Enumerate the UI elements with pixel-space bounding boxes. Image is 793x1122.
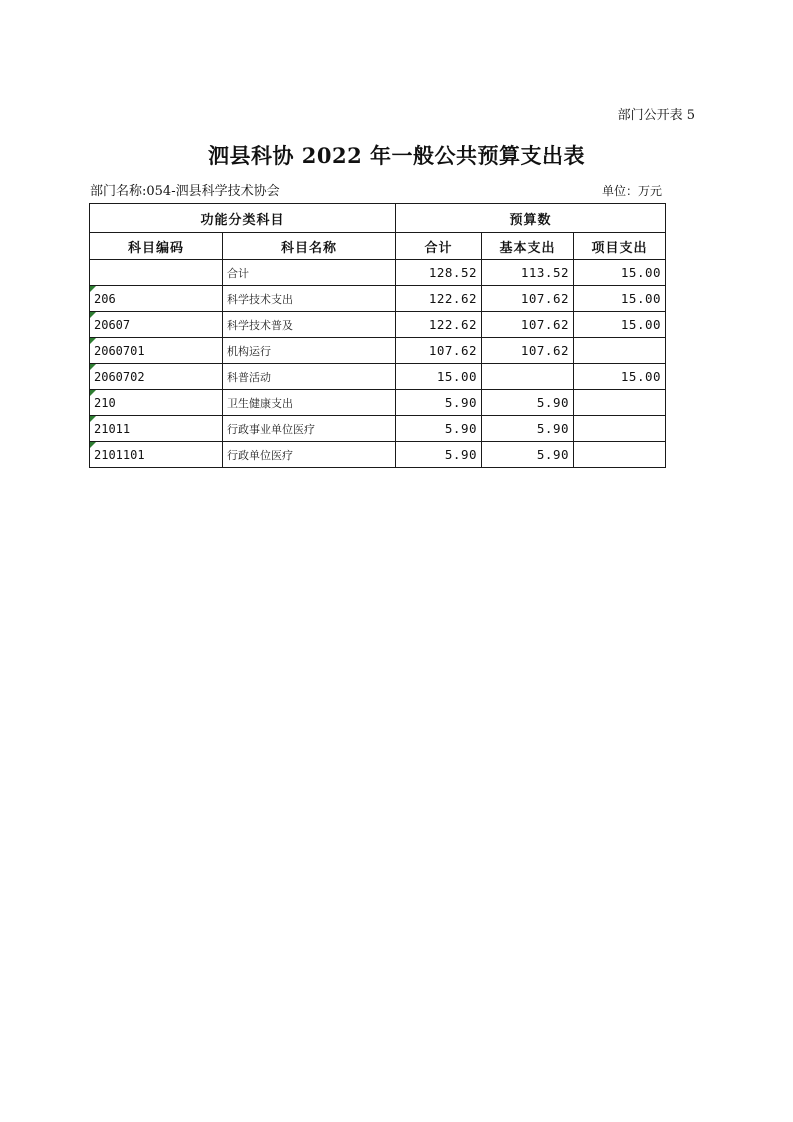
department-name: 部门名称:054-泗县科学技术协会: [90, 184, 280, 199]
cell-code: 21011: [90, 416, 223, 442]
cell-total: 5.90: [396, 416, 482, 442]
cell-total: 122.62: [396, 286, 482, 312]
table-row: [90, 286, 666, 312]
cell-code: 2060702: [90, 364, 223, 390]
cell-total: 122.62: [396, 312, 482, 338]
cell-total: 5.90: [396, 442, 482, 468]
table-row: [90, 312, 666, 338]
cell-name: 科学技术支出: [223, 286, 396, 312]
cell-total: 107.62: [396, 338, 482, 364]
cell-basic: 107.62: [482, 312, 574, 338]
cell-basic: [482, 364, 574, 390]
table-row: [90, 416, 666, 442]
header-function-classification: 功能分类科目: [90, 204, 396, 233]
group-header-row: [90, 204, 666, 233]
cell-basic: 107.62: [482, 338, 574, 364]
cell-name: 科学技术普及: [223, 312, 396, 338]
department-line: [89, 179, 664, 199]
header-budget-amount: 预算数: [396, 204, 666, 233]
table-row: [90, 260, 666, 286]
cell-code: 206: [90, 286, 223, 312]
cell-basic: 5.90: [482, 442, 574, 468]
page-number: 部门公开表 5: [617, 108, 695, 123]
cell-code: 2060701: [90, 338, 223, 364]
cell-total: 5.90: [396, 390, 482, 416]
table-row: [90, 364, 666, 390]
cell-name: 科普活动: [223, 364, 396, 390]
column-header-row: [90, 233, 666, 260]
header-basic: 基本支出: [482, 233, 574, 260]
cell-name: 行政单位医疗: [223, 442, 396, 468]
cell-project: [574, 338, 666, 364]
cell-project: [574, 390, 666, 416]
header-code: 科目编码: [90, 233, 223, 260]
cell-name: 卫生健康支出: [223, 390, 396, 416]
cell-project: 15.00: [574, 286, 666, 312]
header-name: 科目名称: [223, 233, 396, 260]
cell-name: 合计: [223, 260, 396, 286]
cell-basic: 5.90: [482, 390, 574, 416]
cell-project: [574, 442, 666, 468]
cell-project: 15.00: [574, 312, 666, 338]
header-total: 合计: [396, 233, 482, 260]
cell-basic: 5.90: [482, 416, 574, 442]
budget-table: [89, 203, 666, 468]
table-row: [90, 390, 666, 416]
cell-basic: 107.62: [482, 286, 574, 312]
cell-code: 20607: [90, 312, 223, 338]
cell-name: 机构运行: [223, 338, 396, 364]
cell-project: 15.00: [574, 260, 666, 286]
cell-project: 15.00: [574, 364, 666, 390]
cell-total: 15.00: [396, 364, 482, 390]
cell-basic: 113.52: [482, 260, 574, 286]
table-row: [90, 442, 666, 468]
page-title: 泗县科协 2022 年一般公共预算支出表: [207, 143, 586, 168]
cell-code: [90, 260, 223, 286]
cell-code: 2101101: [90, 442, 223, 468]
table-row: [90, 338, 666, 364]
unit-label: 单位：万元: [601, 184, 662, 198]
header-project: 项目支出: [574, 233, 666, 260]
cell-name: 行政事业单位医疗: [223, 416, 396, 442]
cell-total: 128.52: [396, 260, 482, 286]
cell-code: 210: [90, 390, 223, 416]
cell-project: [574, 416, 666, 442]
